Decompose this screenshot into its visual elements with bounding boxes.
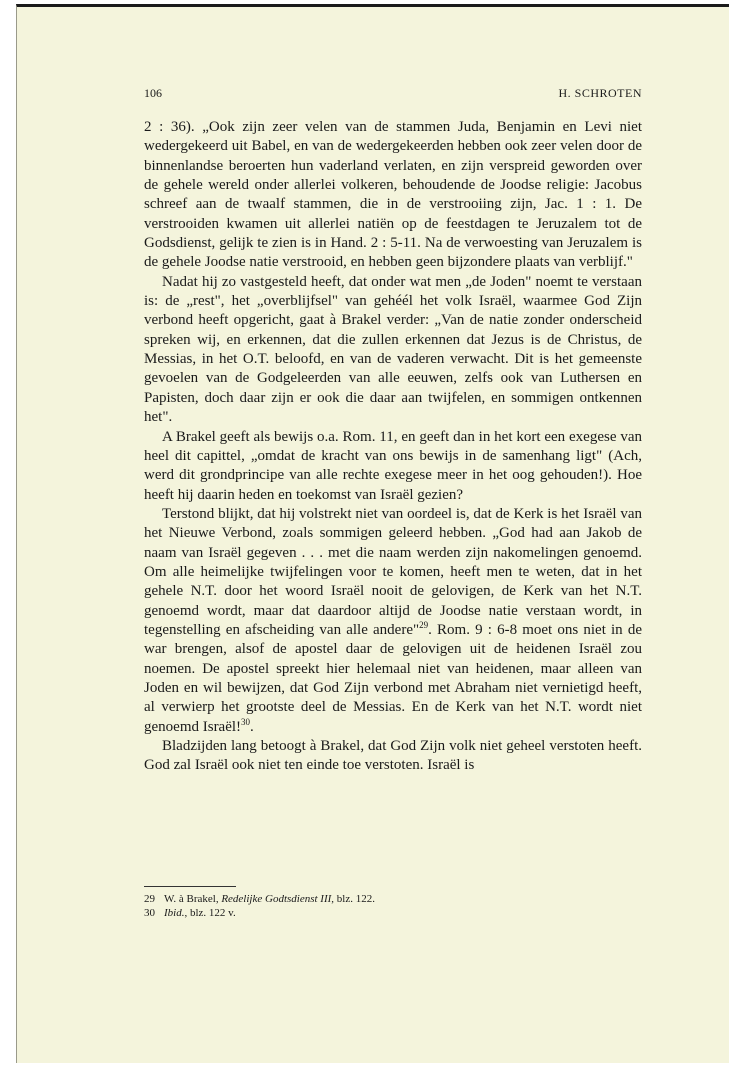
footnote-divider <box>144 886 236 887</box>
footnotes <box>144 892 642 920</box>
footnote-text-end: , blz. 122 v. <box>184 907 236 919</box>
paragraph-4-continuation: . Rom. 9 : 6-8 moet ons niet in de war brengen, alsof de apostel daar de gelovigen uit de heidenen Israël zou noemen. De apostel spreekt hier helemaal niet van heidenen, maar alleen van Joden en wil bewijzen, dat God Zijn verbond met Abraham niet vernietigd heeft, al verwierp het grootste deel de Messias. En de Kerk van het N.T. wordt niet genoemd Israël! <box>144 621 642 735</box>
paragraph-4-text: Terstond blijkt, dat hij volstrekt niet van oordeel is, dat de Kerk is het Israël van het Nieuwe Verbond, zoals sommigen geleerd hebben. „God had aan Jakob de naam van Israël gegeven . . . met die naam werden zijn nakomelingen genoemd. Om alle heimelijke twijfelingen voor te komen, heeft men te weten, dat in het gehele N.T. door het woord Israël nooit de gelovigen, de Kerk van het N.T. genoemd wordt, maar dat daardoor altijd de Joodse natie verstaan wordt, in tegenstelling en afscheiding van alle andere" <box>144 505 642 638</box>
running-head-author: H. SCHROTEN <box>558 86 642 100</box>
paragraph-5: Bladzijden lang betoogt à Brakel, dat God Zijn volk niet geheel verstoten heeft. God zal Israël ook niet ten einde toe verstoten. Israël is <box>144 738 642 774</box>
paragraph-4-end: . <box>250 718 254 735</box>
paragraph-4 <box>144 505 642 737</box>
footnote-text-end: , blz. 122. <box>331 893 375 905</box>
footnote-ref-30: 30 <box>241 716 251 727</box>
footnote-number: 29 <box>144 893 155 905</box>
footnote-number: 30 <box>144 907 155 919</box>
footnote-title: Ibid. <box>164 907 185 919</box>
footnote-text: W. à Brakel, <box>164 893 222 905</box>
footnote-ref-29: 29 <box>419 619 429 630</box>
page-number: 106 <box>144 86 162 100</box>
footnote-title: Redelijke Godtsdienst III <box>221 893 332 905</box>
paragraph-3: A Brakel geeft als bewijs o.a. Rom. 11, en geeft dan in het kort een exegese van heel dit capittel, „omdat de kracht van ons bewijs in de samenhang ligt" (Ach, werd dit grondprincipe van alle rechte exegese meer in het oog gehouden!). Hoe heeft hij daarin heden en toekomst van Israël gezien? <box>144 428 642 503</box>
body-text <box>144 118 642 776</box>
footnote <box>144 892 642 906</box>
paragraph-2: Nadat hij zo vastgesteld heeft, dat onder wat men „de Joden" noemt te verstaan is: de „rest", het „overblijfsel" van gehéél het volk Israël, waarmee God Zijn verbond heeft opgericht, gaat à Brakel verder: „Van de natie zonder onderscheid spreken wij, en erkennen, dat die zullen erkennen dat Jezus is de Christus, de Messias, in het O.T. beloofd, en van de vaderen verwacht. Dit is het gemeenste gevoelen van de Godgeleerden van alle eeuwen, zelfs ook van Luthersen en Papisten, doch daar zijn er ook die daar aan twijfelen, en sommigen ontkennen het". <box>144 273 642 426</box>
footnote <box>144 906 642 920</box>
paragraph-1: 2 : 36). „Ook zijn zeer velen van de stammen Juda, Benjamin en Levi niet wedergekeerd uit Babel, en van de wedergekeerden hebben ook zeer velen door de binnenlandse beroerten hun vaderland verlaten, en zijn verspreid geworden over de gehele wereld onder allerlei volkeren, behoudende de Joodse religie: Jacobus schreef aan de twaalf stammen, die in de verstrooiing zijn, Jac. 1 : 1. De verstrooiden kwamen uit allerlei natiën op de feestdagen te Jeruzalem tot de Godsdienst, gelijk te zien is in Hand. 2 : 5-11. Na de verwoesting van Jeruzalem is de gehele Joodse natie verstrooid, en hebben geen bijzondere plaats van verblijf." <box>144 119 642 271</box>
